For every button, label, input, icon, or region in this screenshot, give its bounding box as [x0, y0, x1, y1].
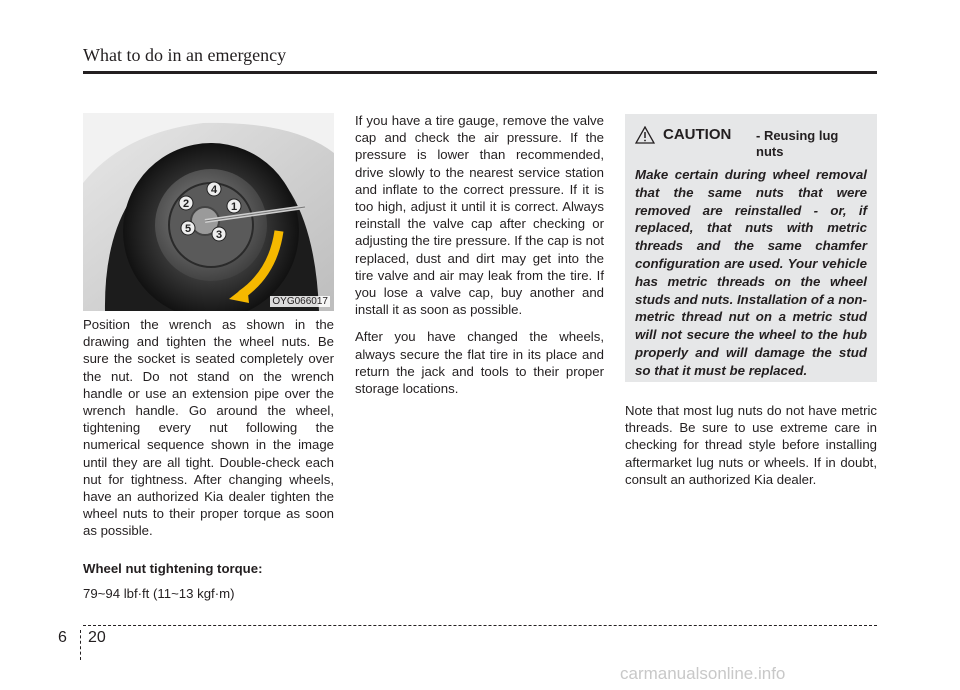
- tire-pressure-paragraph: If you have a tire gauge, remove the valve cap and check the air pressure. If the pressure is lower than recommended, drive slowly to the nearest service station and inflate to the correct pressure. If it is too high, adjust it until it is correct. Always reinstall the valve cap after checking or adjusting the tire pressure. If the cap is not replaced, dust and dirt may get into the tire valve and air may leak from the tire. If you lose a valve cap, buy another and install it as soon as possible.: [355, 113, 604, 318]
- footer-divider: [80, 630, 81, 660]
- wrench-instructions: Position the wrench as shown in the drawing and tighten the wheel nuts. Be sure the socket is seated completely over the nut. Do not stand on the wrench handle or use an extension pipe over the wrench handle. Go around the wheel, tightening every nut following the numerical sequence shown in the image until they are all tight. Double-check each nut for tightness. After changing wheels, have an authorized Kia dealer tighten the wheel nuts to their proper torque as soon as possible.: [83, 317, 334, 539]
- section-title: What to do in an emergency: [83, 45, 287, 65]
- column-right: [625, 402, 877, 498]
- caution-box: [625, 114, 877, 382]
- nut-label-2: 2: [182, 198, 190, 210]
- caution-label: CAUTION: [663, 126, 732, 143]
- torque-value: 79~94 lbf·ft (11~13 kgf·m): [83, 585, 235, 601]
- caution-subtitle: - Reusing lug nuts: [756, 128, 839, 159]
- nut-label-5: 5: [184, 223, 192, 235]
- nut-label-4: 4: [210, 184, 218, 196]
- chapter-number: 6: [58, 629, 67, 646]
- caution-header: [635, 120, 867, 162]
- page-number: 20: [88, 629, 106, 646]
- lug-nut-note: Note that most lug nuts do not have metric threads. Be sure to use extreme care in checking for thread style before installing aftermarket lug nuts or wheels. If in doubt, consult an authorized Kia dealer.: [625, 403, 877, 487]
- header-rule: [83, 71, 877, 74]
- wheel-illustration: [83, 113, 334, 311]
- wheel-drawing: [83, 113, 334, 311]
- warning-triangle-icon: [635, 126, 655, 144]
- column-middle: [355, 112, 604, 407]
- watermark: carmanualsonline.info: [620, 664, 786, 683]
- column-left: [83, 316, 334, 612]
- torque-heading: Wheel nut tightening torque:: [83, 560, 263, 576]
- figure-label: OYG066017: [272, 296, 328, 307]
- nut-label-1: 1: [230, 201, 238, 213]
- storage-paragraph: After you have changed the wheels, always secure the flat tire in its place and return the jack and tools to their proper storage locations.: [355, 329, 604, 397]
- footer-rule: [83, 625, 877, 626]
- nut-label-3: 3: [215, 229, 223, 241]
- caution-text: Make certain during wheel removal that the same nuts that were removed are reinstalled - or, if replaced, that nuts with metric threads and the same chamfer configuration are used. Your vehicle has metric threads on the wheel studs and nuts. Installation of a non-metric thread nut on a metric stud will not secure the wheel to the hub properly and will damage the stud so that it must be replaced.: [635, 167, 867, 378]
